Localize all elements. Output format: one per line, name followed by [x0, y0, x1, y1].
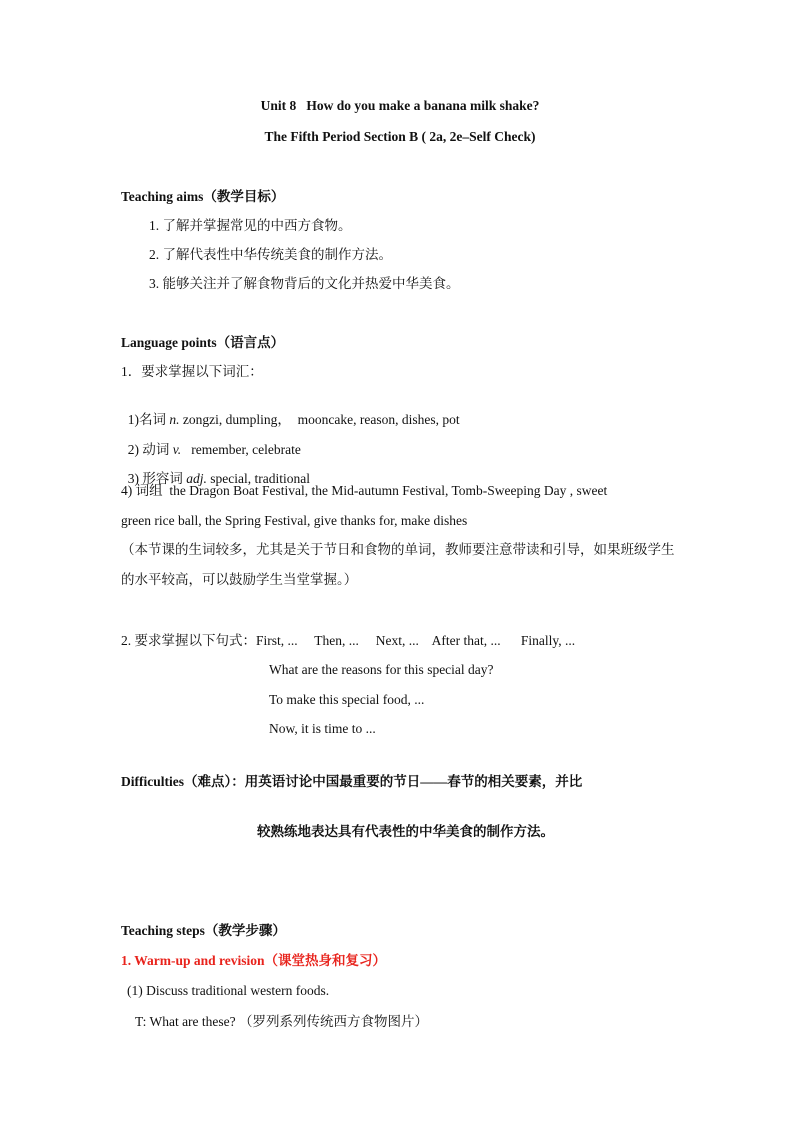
- vocab-phrases-line1: 4) 词组 the Dragon Boat Festival, the Mid-autumn Festival, Tomb-Sweeping Day , sweet: [121, 483, 608, 498]
- teacher-note-line1: （本节课的生词较多，尤其是关于节日和食物的单词，教师要注意带读和引导，如果班级学生: [121, 542, 675, 557]
- sentence-patterns-intro: 2. 要求掌握以下句式：First, ... Then, ... Next, ... After that, ... Finally, ...: [121, 633, 576, 648]
- teaching-aim-item: 3. 能够关注并了解食物背后的文化并热爱中华美食。: [149, 276, 460, 291]
- teaching-aim-item: 1. 了解并掌握常见的中西方食物。: [149, 218, 352, 233]
- vocab-phrases-line2: green rice ball, the Spring Festival, give thanks for, make dishes: [121, 513, 468, 528]
- vocab-adj-words: special, traditional: [206, 471, 310, 486]
- vocab-noun-abbr: n.: [169, 412, 180, 427]
- teaching-aim-item: 2. 了解代表性中华传统美食的制作方法。: [149, 247, 392, 262]
- step-warm-up-heading: 1. Warm-up and revision（课堂热身和复习）: [121, 953, 387, 968]
- vocab-noun-words: zongzi, dumpling， mooncake, reason, dishes, pot: [179, 412, 460, 427]
- step-item: (1) Discuss traditional western foods.: [127, 983, 330, 998]
- step-dialog: T: What are these? （罗列系列传统西方食物图片）: [135, 1014, 429, 1029]
- vocab-noun-label: 1)名词: [127, 412, 170, 427]
- difficulties-line1: Difficulties（难点）：用英语讨论中国最重要的节日——春节的相关要素，并比: [121, 774, 583, 789]
- vocab-adj-abbr: adj.: [186, 471, 207, 486]
- sentence-pattern: To make this special food, ...: [269, 692, 425, 707]
- teacher-note-line2: 的水平较高，可以鼓励学生当堂掌握。）: [121, 572, 358, 587]
- language-points-heading: Language points（语言点）: [121, 335, 285, 350]
- sentence-pattern: What are the reasons for this special day?: [269, 662, 494, 677]
- teaching-steps-heading: Teaching steps（教学步骤）: [121, 923, 286, 938]
- vocab-intro: 1．要求掌握以下词汇：: [121, 364, 263, 379]
- teaching-aims-heading: Teaching aims（教学目标）: [121, 189, 285, 204]
- vocab-verb-abbr: v.: [172, 442, 182, 457]
- page-title: Unit 8 How do you make a banana milk shake?: [260, 98, 540, 113]
- vocab-adj-label: 3) 形容词: [127, 471, 187, 486]
- vocab-verb-words: remember, celebrate: [181, 442, 301, 457]
- vocab-verb-label: 2) 动词: [127, 442, 173, 457]
- page-subtitle: The Fifth Period Section B ( 2a, 2e–Self Check): [264, 129, 536, 144]
- sentence-pattern: Now, it is time to ...: [269, 721, 376, 736]
- difficulties-line2: 较熟练地表达具有代表性的中华美食的制作方法。: [257, 824, 554, 839]
